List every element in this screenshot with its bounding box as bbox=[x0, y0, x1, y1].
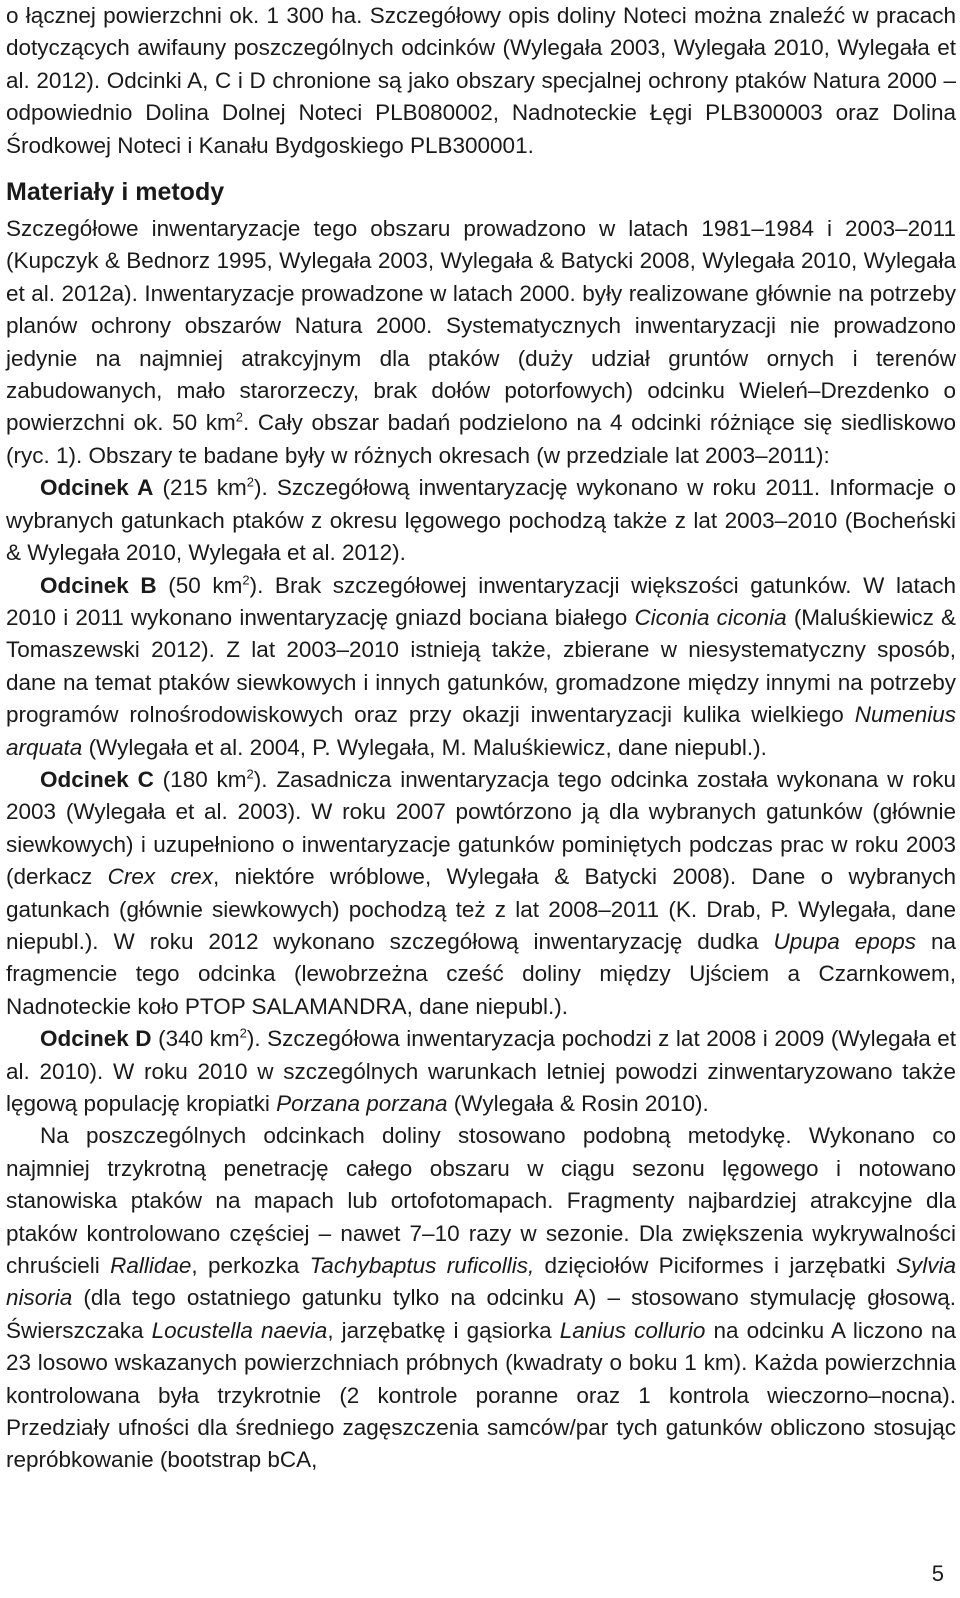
segment-c-text: ). Zasadnicza inwentaryzacja tego odcinka została wykonana w roku 2003 (Wylegała et al. 2003). W roku 2007 powtórzono ją dla wybranych gatunków (głównie siewkowych) i uzupełniono o inwentaryzacje gatunków pominiętych podczas prac w roku 2003 (derkacz bbox=[6, 766, 956, 890]
closing-text: Na poszczególnych odcinkach doliny stosowano podobną metodykę. Wykonano co najmniej trzykrotną penetrację całego obszaru w ciągu sezonu lęgowego i notowano stanowiska ptaków na mapach lub ortofotomapach. Fragmenty najbardziej atrakcyjne dla ptaków kontrolowano częściej – nawet 7–10 razy w sezonie. Dla zwiększenia wykrywalności chruścieli bbox=[6, 1123, 956, 1279]
species-name: Lanius collurio bbox=[559, 1317, 706, 1343]
segment-b-text: (Wylegała et al. 2004, P. Wylegała, M. Maluśkiewicz, dane niepubl.). bbox=[82, 734, 767, 760]
segment-c-text: , niektóre wróblowe, Wylegała & Batycki 2008). Dane o wybranych gatunkach (głównie siewkowych) pochodzą też z lat 2008–2011 (K. Drab, P. Wylegała, dane niepubl.). W roku 2012 wykonano szczegółową inwentaryzację dudka bbox=[6, 864, 956, 954]
closing-paragraph bbox=[6, 1120, 956, 1476]
intro-paragraph bbox=[6, 0, 956, 162]
segment-d-text: ). Szczegółowa inwentaryzacja pochodzi z lat 2008 i 2009 (Wylegała et al. 2010). W roku 2010 w szczególnych warunkach letniej powodzi zinwentaryzowano także lęgową populację kropiatki bbox=[6, 1026, 957, 1116]
segment-b-paragraph bbox=[6, 570, 956, 764]
segment-b-label: Odcinek B bbox=[40, 572, 157, 598]
segment-c-area: (180 km bbox=[153, 766, 247, 792]
closing-text: , perkozka bbox=[191, 1253, 310, 1279]
segment-c-label: Odcinek C bbox=[40, 766, 154, 792]
closing-text: (dla tego ostatniego gatunku tylko na odcinku A) – stosowano stymulację głosową. Świerszczaka bbox=[6, 1285, 956, 1343]
segment-b-area: (50 km bbox=[156, 572, 243, 598]
closing-text: dzięciołów Piciformes i jarzębatki bbox=[534, 1253, 896, 1279]
segment-d-paragraph bbox=[6, 1023, 956, 1120]
segment-c-text: na fragmencie tego odcinka (lewobrzeżna cześć doliny między Ujściem a Czarnkowem, Nadnoteckie koło PTOP SALAMANDRA, dane niepubl.). bbox=[6, 928, 957, 1019]
species-name: Ciconia ciconia bbox=[634, 604, 787, 630]
species-name: Rallidae bbox=[110, 1253, 192, 1279]
closing-text: na odcinku A liczono na 23 losowo wskazanych powierzchniach próbnych (kwadraty o boku 1 km). Każda powierzchnia kontrolowana była trzykrotnie (2 kontrole poranne oraz 1 kontrola wieczorno–nocna). Przedziały ufności dla średniego zagęszczenia samców/par tych gatunków obliczono stosując repróbkowanie (bootstrap bCA, bbox=[6, 1317, 956, 1473]
segment-b-text: ). Brak szczegółowej inwentaryzacji większości gatunków. W latach 2010 i 2011 wykonano inwentaryzację gniazd bociana białego bbox=[6, 572, 957, 630]
segment-d-text: (Wylegała & Rosin 2010). bbox=[447, 1091, 709, 1116]
segment-d-label: Odcinek D bbox=[40, 1026, 152, 1052]
section-heading: Materiały i metody bbox=[6, 178, 225, 207]
methods-text: Szczegółowe inwentaryzacje tego obszaru prowadzono w latach 1981–1984 i 2003–2011 (Kupczyk & Bednorz 1995, Wylegała 2003, Wylegała & Batycki 2008, Wylegała 2010, Wylegała et al. 2012a). Inwentaryzacje prowadzone w latach 2000. były realizowane głównie na potrzeby planów ochrony obszarów Natura 2000. Systematycznych inwentaryzacji nie prowadzono jedynie na najmniej atrakcyjnym dla ptaków (duży udział gruntów ornych i terenów zabudowanych, mało starorzeczy, brak dołów potorfowych) odcinku Wieleń–Drezdenko o powierzchni ok. 50 km bbox=[6, 216, 956, 436]
methods-paragraph bbox=[6, 213, 956, 472]
document-page bbox=[6, 0, 956, 1477]
species-name: Upupa epops bbox=[773, 928, 917, 954]
page-number: 5 bbox=[931, 1561, 944, 1586]
closing-text: , jarzębatkę i gąsiorka bbox=[327, 1317, 560, 1343]
species-name: Crex crex bbox=[107, 864, 213, 890]
superscript: 2 bbox=[246, 766, 254, 782]
segment-d-area: (340 km bbox=[151, 1026, 240, 1052]
species-name: Locustella naevia bbox=[151, 1317, 328, 1343]
species-name: Sylvia nisoria bbox=[6, 1253, 956, 1311]
segment-a-text: ). Szczegółową inwentaryzację wykonano w roku 2011. Informacje o wybranych gatunkach ptaków z okresu lęgowego pochodzą także z lat 2003–2010 (Bocheński & Wylegała 2010, Wylegała et al. 2012). bbox=[6, 475, 957, 566]
segment-a-paragraph bbox=[6, 472, 956, 569]
superscript: 2 bbox=[246, 474, 254, 490]
segment-b-text: (Maluśkiewicz & Tomaszewski 2012). Z lat 2003–2010 istnieją także, zbierane w niesystematyczny sposób, dane na temat ptaków siewkowych i innych gatunków, gromadzone między innymi na potrzeby programów rolnośrodowiskowych oraz przy okazji inwentaryzacji kulika wielkiego bbox=[6, 604, 956, 728]
segment-c-paragraph bbox=[6, 764, 956, 1023]
methods-text-end: . Cały obszar badań podzielono na 4 odcinki różniące się siedliskowo (ryc. 1). Obszary te badane były w różnych okresach (w przedziale lat 2003–2011): bbox=[6, 410, 956, 468]
superscript: 2 bbox=[235, 409, 243, 425]
species-name: Tachybaptus ruficollis, bbox=[309, 1253, 535, 1279]
segment-a-area: (215 km bbox=[153, 475, 247, 501]
species-name: Porzana porzana bbox=[276, 1091, 448, 1116]
superscript: 2 bbox=[239, 1025, 247, 1041]
species-name: Numenius arquata bbox=[6, 702, 956, 760]
intro-text: o łącznej powierzchni ok. 1 300 ha. Szczegółowy opis doliny Noteci można znaleźć w pracach dotyczących awifauny poszczególnych odcinków (Wylegała 2003, Wylegała 2010, Wylegała et al. 2012). Odcinki A, C i D chronione są jako obszary specjalnej ochrony ptaków Natura 2000 – odpowiednio Dolina Dolnej Noteci PLB080002, Nadnoteckie Łęgi PLB300003 oraz Dolina Środkowej Noteci i Kanału Bydgoskiego PLB300001. bbox=[6, 3, 956, 158]
superscript: 2 bbox=[242, 572, 250, 587]
segment-a-label: Odcinek A bbox=[40, 475, 154, 501]
